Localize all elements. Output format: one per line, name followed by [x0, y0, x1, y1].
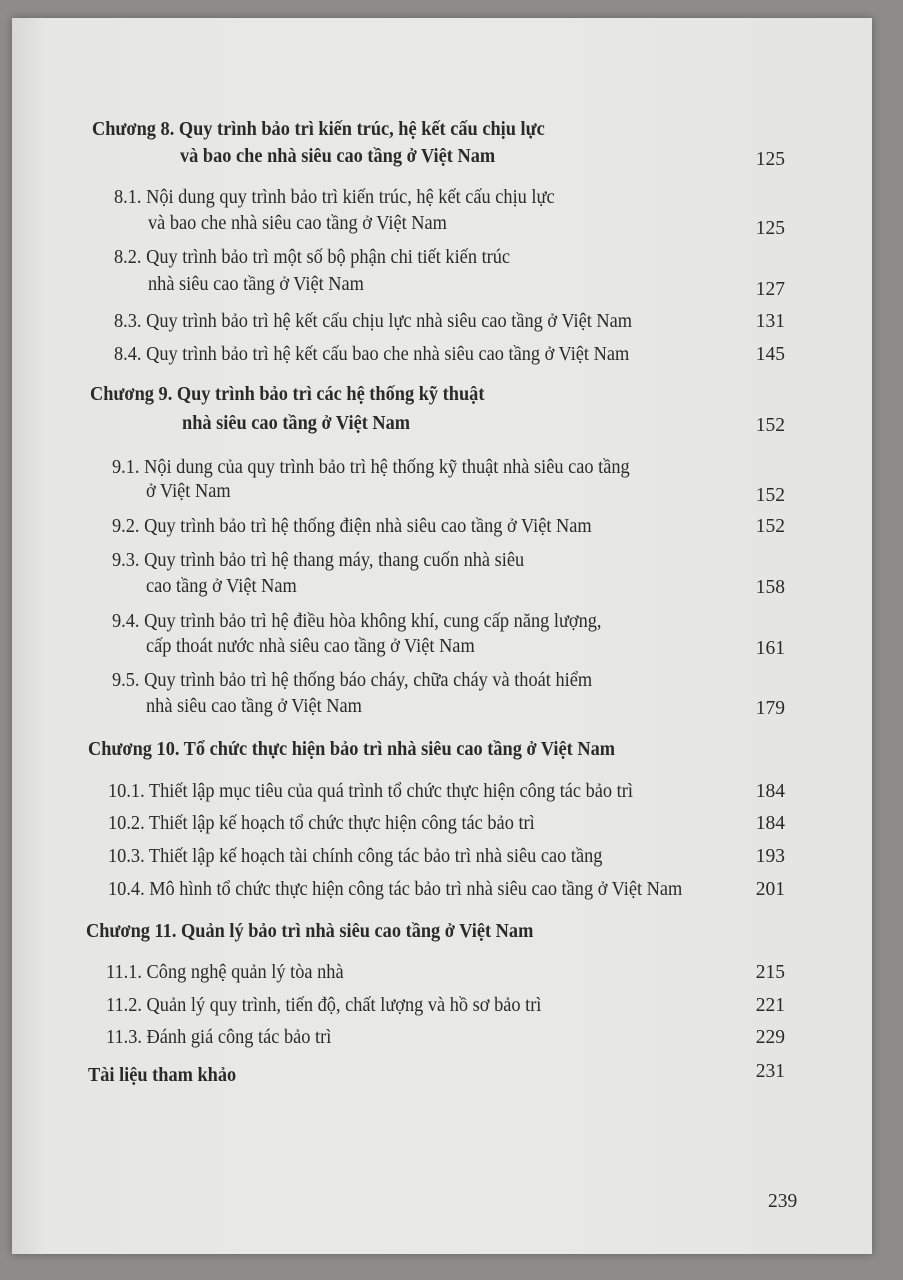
section-9-4-page: 161: [755, 638, 785, 659]
section-8-1: 8.1. Nội dung quy trình bảo trì kiến trúc, hệ kết cấu chịu lực: [114, 187, 555, 208]
page-number: 239: [768, 1191, 798, 1212]
section-9-1-cont: ở Việt Nam: [146, 481, 231, 502]
section-11-2: 11.2. Quản lý quy trình, tiến độ, chất lượng và hồ sơ bảo trì: [106, 995, 542, 1016]
section-8-4-page: 145: [755, 344, 785, 365]
section-10-3-page: 193: [755, 846, 785, 867]
section-11-1-page: 215: [755, 962, 785, 983]
chapter-9-page: 152: [755, 415, 785, 436]
section-9-5: 9.5. Quy trình bảo trì hệ thống báo cháy, chữa cháy và thoát hiểm: [112, 670, 593, 691]
chapter-10-title: Chương 10. Tổ chức thực hiện bảo trì nhà siêu cao tầng ở Việt Nam: [88, 739, 616, 760]
book-page: [12, 18, 872, 1254]
section-9-2-page: 152: [755, 516, 785, 537]
section-10-4: 10.4. Mô hình tổ chức thực hiện công tác bảo trì nhà siêu cao tầng ở Việt Nam: [108, 879, 683, 900]
section-11-2-page: 221: [755, 995, 785, 1016]
section-9-1: 9.1. Nội dung của quy trình bảo trì hệ thống kỹ thuật nhà siêu cao tầng: [112, 457, 630, 478]
section-8-3: 8.3. Quy trình bảo trì hệ kết cấu chịu lực nhà siêu cao tầng ở Việt Nam: [114, 311, 633, 332]
section-8-4: 8.4. Quy trình bảo trì hệ kết cấu bao che nhà siêu cao tầng ở Việt Nam: [114, 344, 630, 365]
section-10-1-page: 184: [755, 781, 785, 802]
section-9-5-page: 179: [755, 698, 785, 719]
section-10-2: 10.2. Thiết lập kế hoạch tổ chức thực hiện công tác bảo trì: [108, 813, 535, 834]
section-8-1-cont: và bao che nhà siêu cao tầng ở Việt Nam: [148, 213, 447, 234]
chapter-8-page: 125: [755, 149, 785, 170]
section-8-2-cont: nhà siêu cao tầng ở Việt Nam: [148, 274, 364, 295]
references-title: Tài liệu tham khảo: [88, 1065, 237, 1086]
section-9-3-page: 158: [755, 577, 785, 598]
section-9-4-cont: cấp thoát nước nhà siêu cao tầng ở Việt Nam: [146, 636, 475, 657]
section-9-1-page: 152: [755, 485, 785, 506]
chapter-8-title: Chương 8. Quy trình bảo trì kiến trúc, hệ kết cấu chịu lực: [92, 119, 545, 140]
section-10-1: 10.1. Thiết lập mục tiêu của quá trình tổ chức thực hiện công tác bảo trì: [108, 781, 633, 802]
section-10-4-page: 201: [755, 879, 785, 900]
section-9-3-cont: cao tầng ở Việt Nam: [146, 576, 297, 597]
section-8-2: 8.2. Quy trình bảo trì một số bộ phận chi tiết kiến trúc: [114, 247, 511, 268]
section-11-3-page: 229: [755, 1027, 785, 1048]
section-9-4: 9.4. Quy trình bảo trì hệ điều hòa không khí, cung cấp năng lượng,: [112, 611, 602, 632]
references-page: 231: [755, 1061, 785, 1082]
chapter-8-title-cont: và bao che nhà siêu cao tầng ở Việt Nam: [180, 146, 496, 167]
section-11-1: 11.1. Công nghệ quản lý tòa nhà: [106, 962, 344, 983]
chapter-11-title: Chương 11. Quản lý bảo trì nhà siêu cao tầng ở Việt Nam: [86, 921, 534, 942]
section-8-3-page: 131: [755, 311, 785, 332]
section-8-2-page: 127: [755, 279, 785, 300]
section-10-2-page: 184: [755, 813, 785, 834]
chapter-9-title: Chương 9. Quy trình bảo trì các hệ thống kỹ thuật: [90, 384, 485, 405]
section-9-5-cont: nhà siêu cao tầng ở Việt Nam: [146, 696, 362, 717]
chapter-9-title-cont: nhà siêu cao tầng ở Việt Nam: [182, 413, 411, 434]
section-11-3: 11.3. Đánh giá công tác bảo trì: [106, 1027, 332, 1048]
section-8-1-page: 125: [755, 218, 785, 239]
section-9-3: 9.3. Quy trình bảo trì hệ thang máy, thang cuốn nhà siêu: [112, 550, 525, 571]
section-10-3: 10.3. Thiết lập kế hoạch tài chính công tác bảo trì nhà siêu cao tầng: [108, 846, 603, 867]
section-9-2: 9.2. Quy trình bảo trì hệ thống điện nhà siêu cao tầng ở Việt Nam: [112, 516, 592, 537]
